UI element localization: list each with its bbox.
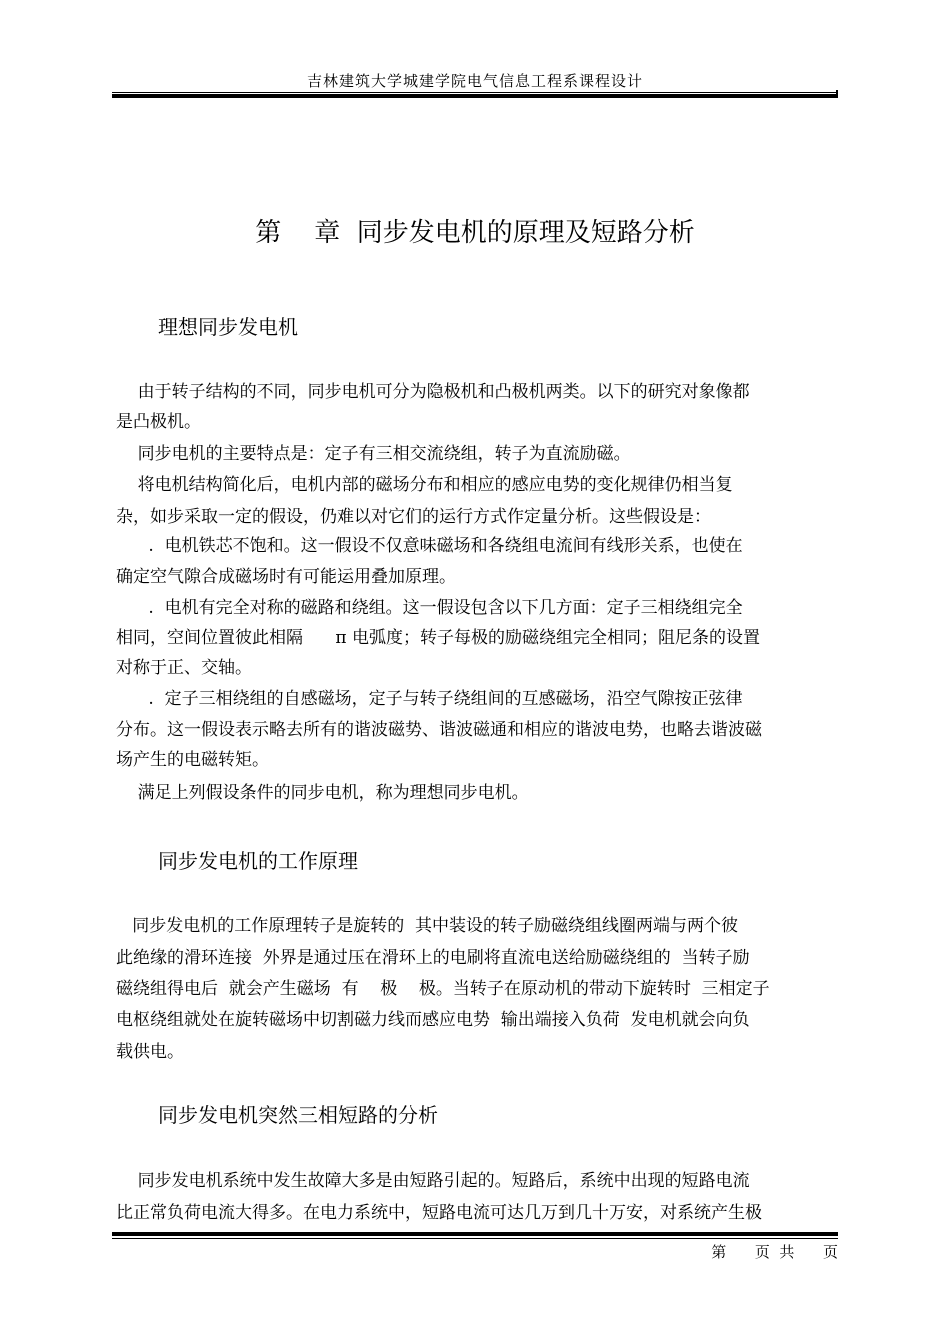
body-line: 满足上列假设条件的同步电机，称为理想同步电机。	[116, 783, 529, 803]
body-line: 确定空气隙合成磁场时有可能运用叠加原理。	[116, 567, 456, 587]
section-title: 同步发电机突然三相短路的分析	[158, 1103, 438, 1127]
body-line: 对称于正、交轴。	[116, 658, 252, 678]
body-line: 同步发电机系统中发生故障大多是由短路引起的。短路后，系统中出现的短路电流	[116, 1171, 750, 1191]
body-line: 电枢绕组就处在旋转磁场中切割磁力线而感应电势 输出端接入负荷 发电机就会向负	[116, 1010, 750, 1030]
body-line: 相同，空间位置彼此相隔 π 电弧度；转子每极的励磁绕组完全相同；阻尼条的设置	[116, 628, 760, 648]
body-line: . 电机有完全对称的磁路和绕组。这一假设包含以下几方面：定子三相绕组完全	[116, 598, 743, 618]
body-line: 分布。这一假设表示略去所有的谐波磁势、谐波磁通和相应的谐波电势，也略去谐波磁	[116, 720, 762, 740]
body-line: . 定子三相绕组的自感磁场，定子与转子绕组间的互感磁场，沿空气隙按正弦律	[116, 689, 743, 709]
section-title: 同步发电机的工作原理	[158, 849, 358, 873]
page-footer: 第 页 共 页	[711, 1243, 838, 1261]
page-header: 吉林建筑大学城建学院电气信息工程系课程设计	[306, 72, 643, 90]
body-line: 同步电机的主要特点是：定子有三相交流绕组，转子为直流励磁。	[116, 444, 631, 464]
body-line: 此绝缘的滑环连接 外界是通过压在滑环上的电刷将直流电送给励磁绕组的 当转子励	[116, 948, 750, 968]
section-title: 理想同步发电机	[158, 315, 298, 339]
body-line: 载供电。	[116, 1042, 184, 1062]
footer-rule-thick	[112, 1232, 838, 1236]
body-line: 是凸极机。	[116, 412, 201, 432]
body-line: 同步发电机的工作原理转子是旋转的 其中装设的转子励磁绕组线圈两端与两个彼	[116, 916, 739, 936]
header-rule-thin	[112, 92, 838, 93]
body-line: . 电机铁芯不饱和。这一假设不仅意味磁场和各绕组电流间有线形关系，也使在	[116, 536, 743, 556]
header-rule-tick	[836, 90, 838, 98]
body-line: 将电机结构简化后，电机内部的磁场分布和相应的感应电势的变化规律仍相当复	[116, 475, 733, 495]
body-line: 场产生的电磁转矩。	[116, 750, 269, 770]
body-line: 杂，如步采取一定的假设，仍难以对它们的运行方式作定量分析。这些假设是：	[116, 507, 711, 527]
body-line: 比正常负荷电流大得多。在电力系统中，短路电流可达几万到几十万安，对系统产生极	[116, 1203, 762, 1223]
header-rule-thick	[112, 94, 838, 98]
body-line: 由于转子结构的不同，同步电机可分为隐极机和凸极机两类。以下的研究对象像都	[116, 382, 750, 402]
chapter-title: 第 章 同步发电机的原理及短路分析	[255, 218, 695, 248]
body-line: 磁绕组得电后 就会产生磁场 有 极 极。当转子在原动机的带动下旋转时 三相定子	[116, 979, 770, 999]
footer-rule-thin	[112, 1238, 838, 1239]
